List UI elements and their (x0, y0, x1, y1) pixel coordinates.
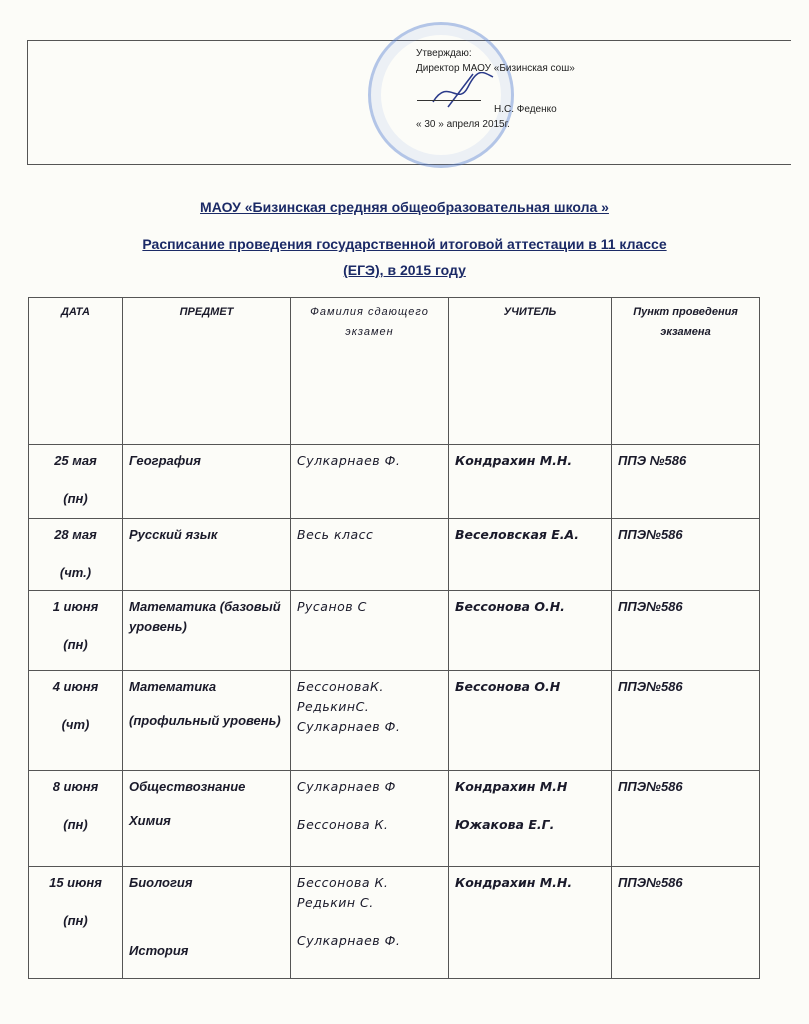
exam-place: ППЭ№586 (618, 599, 683, 614)
place-cell (612, 867, 760, 979)
teacher-cell (449, 771, 612, 867)
exam-date: 28 мая (54, 527, 97, 542)
student-name: Сулкарнаев Ф (297, 779, 396, 794)
exam-place: ППЭ№586 (618, 875, 683, 890)
exam-weekday: (пн) (63, 637, 88, 652)
table-row (29, 671, 760, 771)
date-cell (29, 671, 123, 771)
teacher-name: Бессонова О.Н (455, 679, 561, 694)
subject-name-2: Химия (129, 813, 171, 828)
teacher-name: Кондрахин М.Н. (455, 453, 573, 468)
header-teacher: УЧИТЕЛЬ (449, 298, 612, 445)
subject-cell (123, 671, 291, 771)
schedule-title-line2: (ЕГЭ), в 2015 году (343, 262, 466, 278)
teacher-name: Бессонова О.Н. (455, 599, 565, 614)
student-name: Бессонова К. (297, 817, 389, 832)
student-cell (291, 591, 449, 671)
exam-place: ППЭ№586 (618, 679, 683, 694)
exam-date: 15 июня (49, 875, 102, 890)
subject-name-2: История (129, 943, 189, 958)
date-cell (29, 867, 123, 979)
subject-cell (123, 445, 291, 519)
table-row (29, 591, 760, 671)
date-cell (29, 771, 123, 867)
subject-cell (123, 519, 291, 591)
student-name: Весь класс (297, 527, 374, 542)
signature-line (417, 100, 481, 101)
place-cell (612, 445, 760, 519)
subject-cell (123, 867, 291, 979)
place-cell (612, 771, 760, 867)
date-cell (29, 591, 123, 671)
teacher-name: Кондрахин М.Н. (455, 875, 573, 890)
exam-weekday: (пн) (63, 817, 88, 832)
exam-date: 8 июня (52, 779, 99, 794)
student-name: Русанов С (297, 599, 367, 614)
table-row (29, 867, 760, 979)
student-name: Редькин С. (297, 895, 374, 910)
student-cell (291, 445, 449, 519)
teacher-name: Веселовская Е.А. (455, 527, 579, 542)
teacher-cell (449, 867, 612, 979)
date-cell (29, 445, 123, 519)
subject-name: Русский язык (129, 527, 218, 542)
exam-place: ППЭ№586 (618, 527, 683, 542)
student-cell (291, 671, 449, 771)
teacher-cell (449, 671, 612, 771)
place-cell (612, 671, 760, 771)
teacher-cell (449, 591, 612, 671)
header-subject: ПРЕДМЕТ (123, 298, 291, 445)
subject-name: Математика (129, 679, 217, 694)
table-row (29, 771, 760, 867)
exam-place: ППЭ№586 (618, 779, 683, 794)
subject-name-2: (профильный уровень) (129, 713, 281, 728)
header-date: ДАТА (29, 298, 123, 445)
exam-date: 25 мая (54, 453, 97, 468)
approval-date: « 30 » апреля 2015г. (416, 119, 510, 130)
exam-schedule-table (28, 297, 760, 979)
student-name: Бессонова К. (297, 875, 389, 890)
teacher-name: Южакова Е.Г. (455, 817, 555, 832)
exam-date: 1 июня (52, 599, 99, 614)
approval-line2: Директор МАОУ «Бизинская сош» (416, 63, 575, 74)
schedule-title-line1: Расписание проведения государственной итоговой аттестации в 11 классе (142, 236, 667, 252)
teacher-cell (449, 519, 612, 591)
table-row (29, 445, 760, 519)
exam-weekday: (чт) (61, 717, 90, 732)
approval-block (416, 46, 575, 132)
exam-weekday: (чт.) (59, 565, 92, 580)
approval-signer: Н.С. Феденко (494, 104, 557, 115)
student-cell (291, 867, 449, 979)
student-name: Сулкарнаев Ф. (297, 933, 401, 948)
subject-name: Биология (129, 875, 193, 890)
place-cell (612, 591, 760, 671)
subject-name: География (129, 453, 201, 468)
approval-line1: Утверждаю: (416, 48, 472, 59)
table-header (29, 298, 760, 445)
student-cell (291, 519, 449, 591)
subject-cell (123, 771, 291, 867)
subject-name: Обществознание (129, 779, 246, 794)
teacher-name: Кондрахин М.Н (455, 779, 568, 794)
student-name: Сулкарнаев Ф. (297, 719, 401, 734)
exam-weekday: (пн) (63, 913, 88, 928)
exam-place: ППЭ №586 (618, 453, 687, 468)
subject-name: Математика (базовый уровень) (129, 599, 281, 634)
place-cell (612, 519, 760, 591)
table-row (29, 519, 760, 591)
exam-date: 4 июня (52, 679, 99, 694)
exam-weekday: (пн) (63, 491, 88, 506)
student-name: РедькинС. (297, 699, 370, 714)
header-place: Пункт проведения экзамена (612, 298, 760, 445)
student-name: БессоноваК. (297, 679, 384, 694)
student-cell (291, 771, 449, 867)
teacher-cell (449, 445, 612, 519)
subject-cell (123, 591, 291, 671)
school-title: МАОУ «Бизинская средняя общеобразовательная школа » (200, 199, 609, 215)
student-name: Сулкарнаев Ф. (297, 453, 401, 468)
header-student: Фамилия сдающего экзамен (291, 298, 449, 445)
date-cell (29, 519, 123, 591)
